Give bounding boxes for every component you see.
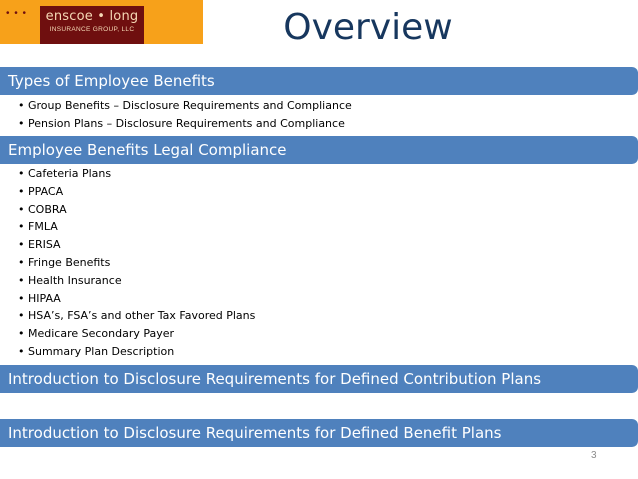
bullet-icon: • (18, 167, 25, 180)
list-item-text: HSA’s, FSA’s and other Tax Favored Plans (28, 309, 256, 323)
bullet-list-types-of-benefits (18, 97, 352, 133)
list-item-text: Pension Plans – Disclosure Requirements and Compliance (28, 116, 345, 130)
list-item-text: Group Benefits – Disclosure Requirements and Compliance (28, 99, 352, 112)
section-heading-defined-benefit: Introduction to Disclosure Requirements for Defined Benefit Plans (0, 419, 638, 447)
list-item (18, 290, 255, 308)
page-number: 3 (591, 450, 597, 461)
bullet-list-legal-compliance (18, 165, 255, 361)
bullet-icon: • (18, 202, 25, 216)
list-item-text: PPACA (28, 184, 64, 198)
list-item (18, 97, 352, 115)
list-item (18, 325, 255, 343)
list-item-text: FMLA (28, 220, 58, 234)
list-item (18, 254, 255, 272)
list-item (18, 115, 352, 133)
list-item-text: Health Insurance (28, 273, 122, 287)
list-item (18, 272, 255, 290)
list-item (18, 218, 255, 236)
company-logo (0, 0, 203, 44)
slide-title: Overview (283, 7, 453, 48)
bullet-icon: • (18, 116, 25, 130)
logo-name: enscoe • long (45, 9, 139, 24)
bullet-icon: • (18, 99, 25, 112)
list-item (18, 183, 255, 201)
bullet-icon: • (18, 344, 25, 358)
list-item-text: HIPAA (28, 291, 61, 305)
list-item-text: ERISA (28, 238, 61, 252)
bullet-icon: • (18, 184, 25, 198)
list-item-text: Summary Plan Description (28, 344, 175, 358)
bullet-icon: • (18, 291, 25, 305)
list-item (18, 307, 255, 325)
list-item-text: Fringe Benefits (28, 255, 111, 269)
bullet-icon: • (18, 220, 25, 234)
logo-badge (40, 6, 144, 44)
bullet-icon: • (18, 238, 25, 252)
logo-subtitle: INSURANCE GROUP, LLC (49, 26, 135, 33)
list-item (18, 165, 255, 183)
bullet-icon: • (18, 327, 25, 341)
list-item (18, 343, 255, 361)
section-heading-defined-contribution: Introduction to Disclosure Requirements for Defined Contribution Plans (0, 365, 638, 393)
section-heading-types-of-benefits: Types of Employee Benefits (0, 67, 638, 95)
list-item-text: Medicare Secondary Payer (28, 327, 175, 341)
bullet-icon: • (18, 255, 25, 269)
logo-dots-decoration: • • • (6, 8, 28, 19)
bullet-icon: • (18, 309, 25, 323)
bullet-icon: • (18, 273, 25, 287)
section-heading-legal-compliance: Employee Benefits Legal Compliance (0, 136, 638, 164)
list-item (18, 201, 255, 219)
list-item (18, 236, 255, 254)
list-item-text: COBRA (28, 202, 67, 216)
list-item-text: Cafeteria Plans (28, 167, 112, 180)
